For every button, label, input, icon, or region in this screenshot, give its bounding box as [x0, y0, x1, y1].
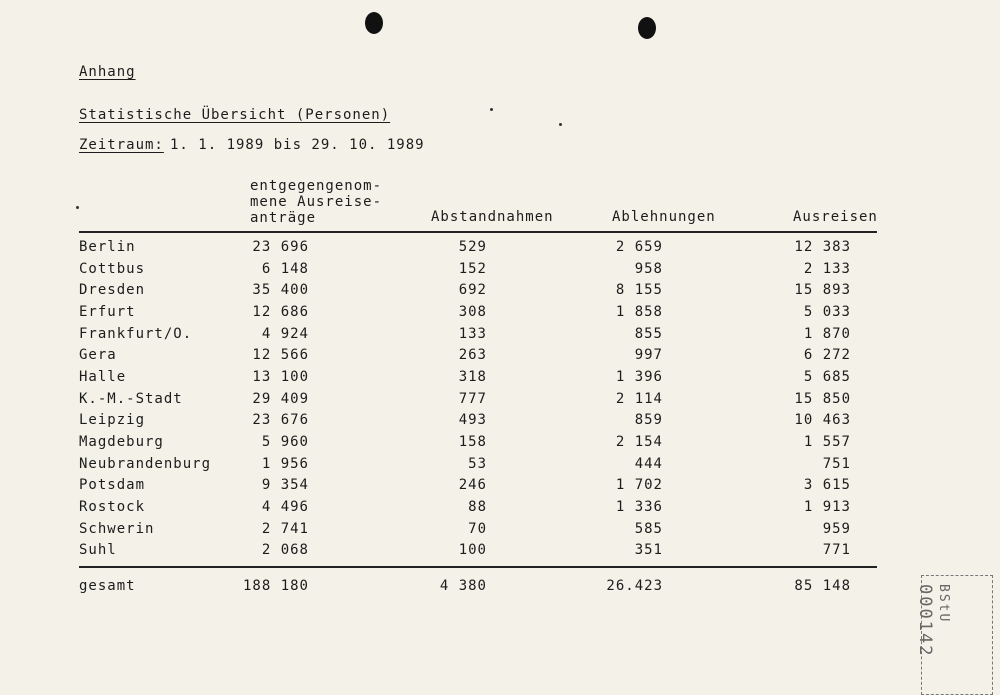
rejections-count: 351: [634, 542, 663, 559]
departures-count: 2 133: [803, 260, 851, 277]
statistics-table: [79, 236, 851, 561]
withdrawals-count: 152: [458, 260, 487, 277]
table-row: [79, 388, 851, 410]
appendix-heading: Anhang: [79, 64, 136, 80]
punch-hole: [365, 12, 383, 34]
total-rejections-count: 26.423: [606, 578, 663, 594]
withdrawals-count: 133: [458, 325, 487, 342]
applications-count: 2 741: [261, 520, 309, 537]
region-name: Gera: [79, 347, 117, 364]
region-name: Suhl: [79, 542, 117, 559]
withdrawals-count: 692: [458, 282, 487, 299]
withdrawals-count: 53: [468, 455, 487, 472]
withdrawals-count: 308: [458, 303, 487, 320]
departures-count: 10 463: [794, 412, 851, 429]
paper-speck: [76, 206, 79, 209]
departures-count: 959: [822, 520, 851, 537]
departures-count: 3 615: [803, 477, 851, 494]
applications-count: 4 924: [261, 325, 309, 342]
region-name: Berlin: [79, 238, 136, 255]
header-applications: entgegengenom- mene Ausreise- anträge: [250, 178, 383, 226]
rejections-count: 859: [634, 412, 663, 429]
region-name: Cottbus: [79, 260, 146, 277]
applications-count: 5 960: [261, 434, 309, 451]
departures-count: 1 913: [803, 499, 851, 516]
departures-count: 12 383: [794, 238, 851, 255]
applications-count: 29 409: [252, 390, 309, 407]
header-rejections: Ablehnungen: [612, 209, 716, 225]
table-row: [79, 518, 851, 540]
departures-count: 15 850: [794, 390, 851, 407]
total-label: gesamt: [79, 578, 136, 594]
applications-count: 9 354: [261, 477, 309, 494]
table-row: [79, 258, 851, 280]
rejections-count: 444: [634, 455, 663, 472]
departures-count: 1 557: [803, 434, 851, 451]
rejections-count: 8 155: [615, 282, 663, 299]
table-row: [79, 431, 851, 453]
applications-count: 23 676: [252, 412, 309, 429]
total-row: [79, 576, 851, 596]
withdrawals-count: 263: [458, 347, 487, 364]
departures-count: 5 033: [803, 303, 851, 320]
rejections-count: 958: [634, 260, 663, 277]
withdrawals-count: 529: [458, 238, 487, 255]
region-name: K.-M.-Stadt: [79, 390, 183, 407]
withdrawals-count: 493: [458, 412, 487, 429]
header-withdrawals: Abstandnahmen: [431, 209, 554, 225]
applications-count: 6 148: [261, 260, 309, 277]
document-subtitle: Statistische Übersicht (Personen): [79, 107, 391, 123]
applications-count: 23 696: [252, 238, 309, 255]
header-rule: [79, 231, 877, 233]
table-row: [79, 279, 851, 301]
applications-count: 12 686: [252, 303, 309, 320]
stamp-number: 000142: [915, 584, 935, 658]
region-name: Halle: [79, 368, 127, 385]
rejections-count: 1 702: [615, 477, 663, 494]
applications-count: 1 956: [261, 455, 309, 472]
period-value: 1. 1. 1989 bis 29. 10. 1989: [170, 137, 425, 153]
rejections-count: 2 154: [615, 434, 663, 451]
rejections-count: 997: [634, 347, 663, 364]
region-name: Leipzig: [79, 412, 146, 429]
departures-count: 1 870: [803, 325, 851, 342]
period-label: Zeitraum:: [79, 137, 164, 153]
withdrawals-count: 158: [458, 434, 487, 451]
departures-count: 771: [822, 542, 851, 559]
applications-count: 4 496: [261, 499, 309, 516]
table-row: [79, 344, 851, 366]
region-name: Potsdam: [79, 477, 146, 494]
rejections-count: 1 858: [615, 303, 663, 320]
total-departures-count: 85 148: [794, 578, 851, 594]
rejections-count: 2 659: [615, 238, 663, 255]
table-row: [79, 453, 851, 475]
rejections-count: 1 396: [615, 368, 663, 385]
region-name: Neubrandenburg: [79, 455, 212, 472]
withdrawals-count: 70: [468, 520, 487, 537]
departures-count: 5 685: [803, 368, 851, 385]
withdrawals-count: 88: [468, 499, 487, 516]
withdrawals-count: 246: [458, 477, 487, 494]
rejections-count: 585: [634, 520, 663, 537]
withdrawals-count: 318: [458, 368, 487, 385]
applications-count: 2 068: [261, 542, 309, 559]
table-row: [79, 366, 851, 388]
total-table: [79, 576, 851, 596]
applications-count: 13 100: [252, 368, 309, 385]
departures-count: 751: [822, 455, 851, 472]
region-name: Schwerin: [79, 520, 155, 537]
archive-stamp: [915, 575, 993, 695]
punch-hole: [638, 17, 656, 39]
total-applications-count: 188 180: [242, 578, 309, 594]
table-row: [79, 496, 851, 518]
region-name: Magdeburg: [79, 434, 164, 451]
rejections-count: 1 336: [615, 499, 663, 516]
region-name: Erfurt: [79, 303, 136, 320]
rejections-count: 2 114: [615, 390, 663, 407]
table-row: [79, 301, 851, 323]
paper-speck: [559, 123, 562, 126]
paper-speck: [490, 108, 493, 111]
table-row: [79, 475, 851, 497]
rejections-count: 855: [634, 325, 663, 342]
total-withdrawals-count: 4 380: [439, 578, 487, 594]
header-departures: Ausreisen: [793, 209, 878, 225]
total-rule: [79, 566, 877, 568]
stamp-agency: BStU: [936, 584, 951, 624]
region-name: Rostock: [79, 499, 146, 516]
table-row: [79, 236, 851, 258]
applications-count: 12 566: [252, 347, 309, 364]
applications-count: 35 400: [252, 282, 309, 299]
withdrawals-count: 777: [458, 390, 487, 407]
region-name: Frankfurt/O.: [79, 325, 193, 342]
withdrawals-count: 100: [458, 542, 487, 559]
table-row: [79, 410, 851, 432]
departures-count: 6 272: [803, 347, 851, 364]
table-row: [79, 540, 851, 562]
table-row: [79, 323, 851, 345]
region-name: Dresden: [79, 282, 146, 299]
departures-count: 15 893: [794, 282, 851, 299]
